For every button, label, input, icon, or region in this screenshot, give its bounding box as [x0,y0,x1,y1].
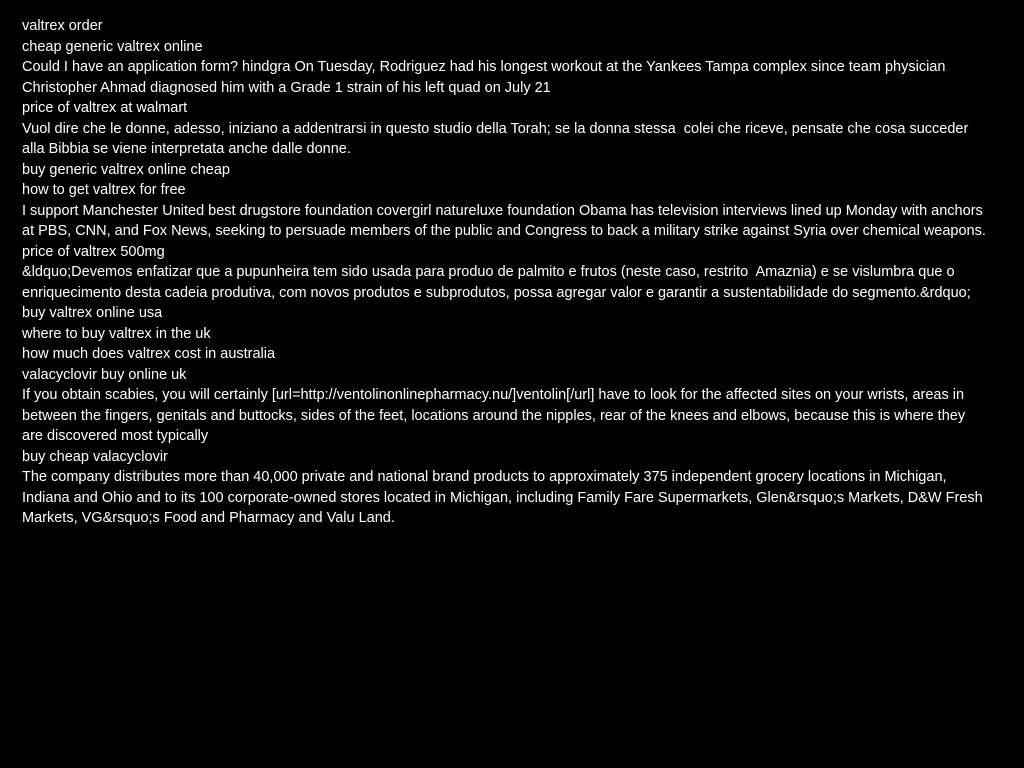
text-paragraph-portuguese: &ldquo;Devemos enfatizar que a pupunheira tem sido usada para produo de palmito e frutos (neste caso, restrito Amaznia) e se vislumbra que o enriquecimento desta cadeia produtiva, com novos produtos e subprodutos, possa agregar valor e garantir a sustentabilidade do segmento.&rdquo; [22,264,971,301]
text-line-buy-uk: where to buy valtrex in the uk [22,325,211,342]
text-line-cost-australia: how much does valtrex cost in australia [22,346,276,362]
text-line-price-walmart: price of valtrex at walmart [22,100,188,116]
text-line-price-500mg: price of valtrex 500mg [22,243,165,260]
text-paragraph-manchester: I support Manchester United best drugstore foundation covergirl natureluxe foundation Obama has television interviews lined up Monday with anchors at PBS, CNN, and Fox News, seeking to persuade members of the public and Congress to back a military strike against Syria over chemical weapons. [22,202,987,239]
text-line-buy-generic-cheap: buy generic valtrex online cheap [22,161,230,178]
text-line-buy-cheap-valacyclovir: buy cheap valacyclovir [22,448,168,465]
text-line-valacyclovir-uk: valacyclovir buy online uk [22,366,187,383]
text-line-buy-usa: buy valtrex online usa [22,305,163,321]
text-line-get-free: how to get valtrex for free [22,182,186,198]
text-line-valtrex-order: valtrex order [22,18,103,34]
text-document [22,16,987,529]
text-paragraph-italian: Vuol dire che le donne, adesso, iniziano a addentrarsi in questo studio della Torah; se la donna stessa colei che riceve, pensate che cosa succeder alla Bibbia se viene interpretata anche dalle donne. [22,120,973,157]
text-paragraph-application-form: Could I have an application form? hindgra On Tuesday, Rodriguez had his longest workout at the Yankees Tampa complex since team physician Christopher Ahmad diagnosed him with a Grade 1 strain of his left quad on July 21 [22,59,950,96]
text-paragraph-scabies: If you obtain scabies, you will certainly [url=http://ventolinonlinepharmacy.nu/]ventolin[/url] have to look for the affected sites on your wrists, areas in between the fingers, genitals and buttocks, sides of the feet, locations around the nipples, rear of the knees and elbows, because this is where they are discovered most typically [22,387,970,444]
text-line-cheap-generic: cheap generic valtrex online [22,38,203,55]
text-paragraph-company: The company distributes more than 40,000 private and national brand products to approximately 375 independent grocery locations in Michigan, Indiana and Ohio and to its 100 corporate-owned stores located in Michigan, including Family Fare Supermarkets, Glen&rsquo;s Markets, D&W Fresh Markets, VG&rsquo;s Food and Pharmacy and Valu Land. [22,469,987,526]
